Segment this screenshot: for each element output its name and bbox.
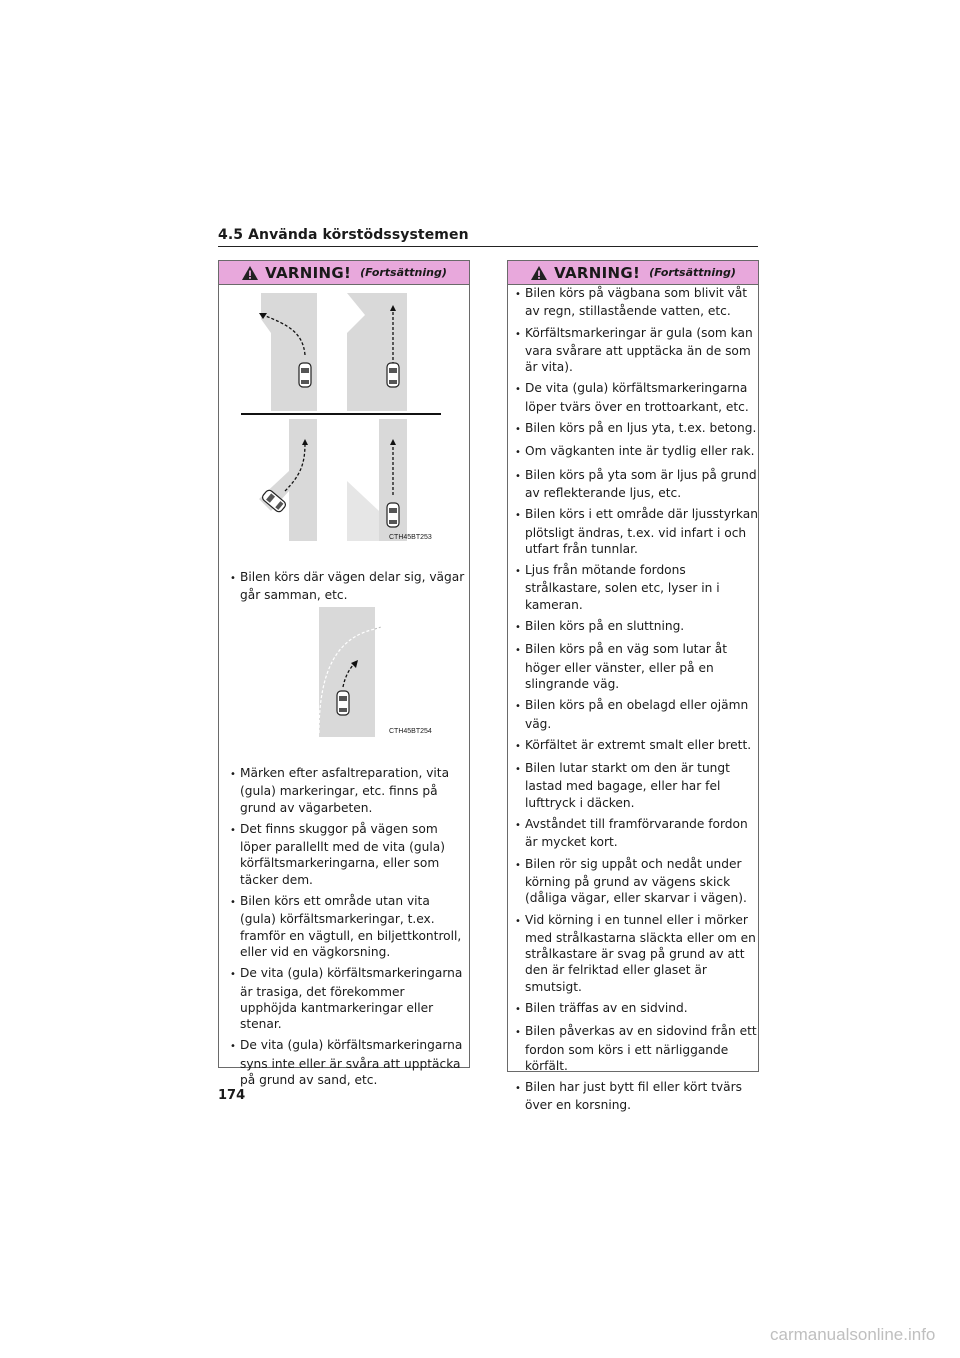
road-curve-figure [219, 607, 469, 741]
road-shape [261, 293, 291, 411]
list-item: • Bilen körs ett område utan vita (gula) körfältsmarkeringar, t.ex. framför en vägtull, en biljettkontroll, eller vid en vägkorsning. [223, 893, 465, 960]
watermark: carmanualsonline.info [770, 1325, 936, 1344]
car-icon [387, 503, 399, 527]
warning-header [508, 261, 758, 285]
list-item: • Bilen påverkas av en sidovind från ett fordon som körs i ett närliggande körfält. [508, 1023, 758, 1074]
list-item: • Märken efter asfaltreparation, vita (gula) markeringar, etc. finns på grund av vägarbeten. [223, 765, 465, 816]
warning-box-right [507, 260, 759, 1113]
warning-triangle-icon [530, 265, 548, 281]
warning-title: VARNING! [265, 263, 352, 282]
list-item: • Bilen lutar starkt om den är tungt lastad med bagage, eller har fel lufttryck i däcken. [508, 760, 758, 811]
list-item: • Ljus från mötande fordons strålkastare, solen etc, lyser in i kameran. [508, 562, 758, 613]
list-item: • Bilen körs i ett område där ljusstyrkan plötsligt ändras, t.ex. vid infart i och utfart från tunnlar. [508, 506, 758, 557]
car-icon [299, 363, 311, 387]
list-item: • Bilen körs på vägbana som blivit våt av regn, stillastående vatten, etc. [508, 285, 758, 320]
warning-title: VARNING! [554, 263, 641, 282]
warning-box-left [218, 260, 470, 1088]
list-item: • Bilen körs på en obelagd eller ojämn väg. [508, 697, 758, 732]
list-item: • Bilen körs på en väg som lutar åt höger eller vänster, eller på en slingrande väg. [508, 641, 758, 692]
car-icon [387, 363, 399, 387]
warning-subtitle: (Fortsättning) [360, 266, 447, 279]
list-item: • Vid körning i en tunnel eller i mörker med strålkastarna släckta eller om en strålkastare är svag på grund av att den är felriktad eller glaset är smutsigt. [508, 912, 758, 995]
list-item: • Bilen körs på yta som är ljus på grund av reflekterande ljus, etc. [508, 467, 758, 502]
list-item: • De vita (gula) körfältsmarkeringarna löper tvärs över en trottoarkant, etc. [508, 380, 758, 415]
list-item: • Bilen träffas av en sidvind. [508, 1000, 758, 1018]
list-item: • De vita (gula) körfältsmarkeringarna är trasiga, det förekommer upphöjda kantmarkeringar eller stenar. [223, 965, 465, 1032]
list-item: • Körfältsmarkeringar är gula (som kan vara svårare att upptäcka än de som är vita). [508, 325, 758, 376]
car-icon [337, 691, 349, 715]
list-item: • Bilen körs på en sluttning. [508, 618, 758, 636]
list-item: • Avståndet till framförvarande fordon är mycket kort. [508, 816, 758, 851]
figure-code: CTH45BT254 [389, 728, 432, 735]
list-item: • Körfältet är extremt smalt eller brett. [508, 737, 758, 755]
list-item: • Bilen körs på en ljus yta, t.ex. betong. [508, 420, 758, 438]
warning-subtitle: (Fortsättning) [649, 266, 736, 279]
list-item: • Om vägkanten inte är tydlig eller rak. [508, 443, 758, 461]
list-item: • Bilen har just bytt fil eller kört tvärs över en korsning. [508, 1079, 758, 1114]
list-item: • Det finns skuggor på vägen som löper parallellt med de vita (gula) körfältsmarkeringarna, eller som täcker dem. [223, 821, 465, 888]
page-number: 174 [218, 1088, 246, 1103]
list-item: • Bilen körs där vägen delar sig, vägar går samman, etc. [223, 569, 465, 604]
road-split-figure [219, 285, 469, 545]
bullet-list [223, 765, 465, 1093]
section-title: 4.5 Använda körstödssystemen [218, 227, 469, 243]
warning-header [219, 261, 469, 285]
section-header [218, 224, 758, 247]
bullet-list [508, 285, 758, 1114]
figure-code: CTH45BT253 [389, 534, 432, 541]
bullet-list [223, 569, 465, 609]
warning-triangle-icon [241, 265, 259, 281]
list-item: • De vita (gula) körfältsmarkeringarna syns inte eller är svåra att upptäcka på grund av sand, etc. [223, 1037, 465, 1088]
list-item: • Bilen rör sig uppåt och nedåt under körning på grund av vägens skick (dåliga vägar, eller skarvar i vägen). [508, 856, 758, 907]
